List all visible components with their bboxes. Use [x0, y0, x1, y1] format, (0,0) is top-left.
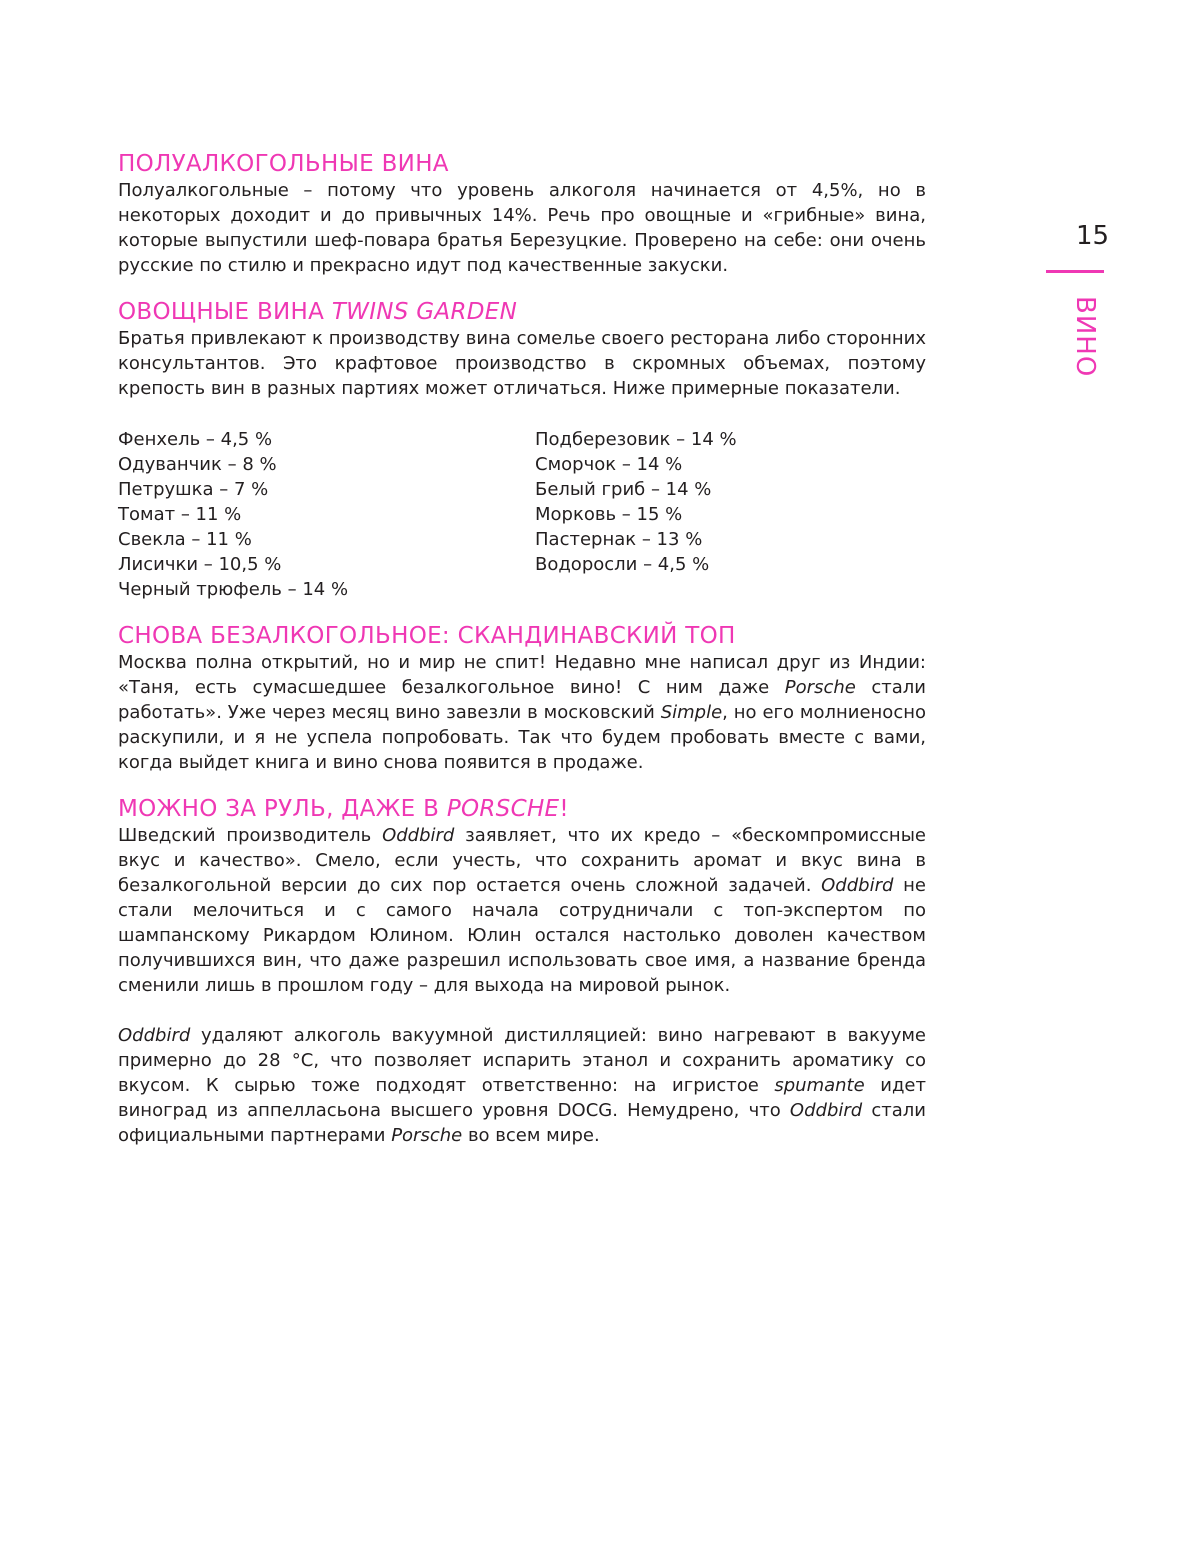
list-item: Белый гриб – 14 % — [535, 479, 712, 500]
italic-run: Porsche — [391, 1125, 463, 1146]
heading-text: МОЖНО ЗА РУЛЬ, ДАЖЕ В — [118, 796, 447, 822]
italic-run: Simple — [660, 702, 723, 723]
text-run: заявляет, что их кредо – «бескомпромиссные вкус и качество». Смело, если учесть, что сохранить аромат и вкус вина в безалкогольной версии до сих пор остается очень сложной задачей. — [118, 825, 926, 896]
heading-text: ! — [559, 796, 569, 822]
italic-run: Oddbird — [789, 1100, 863, 1121]
sidebar-divider — [1046, 270, 1104, 273]
section-paragraph — [118, 1023, 926, 1148]
page-number: 15 — [1076, 221, 1110, 251]
list-item: Фенхель – 4,5 % — [118, 429, 273, 450]
italic-run: Oddbird — [382, 825, 455, 846]
text-run: Москва полна открытий, но и мир не спит! Недавно мне написал друг из Индии: «Таня, есть сумасшедшее безалкогольное вино! С ним даже — [118, 652, 926, 698]
list-item: Черный трюфель – 14 % — [118, 579, 349, 600]
text-run: удаляют алкоголь вакуумной дистилляцией: вино нагревают в вакууме примерно до 28 °С, что позволяет испарить этанол и сохранить ароматику со вкусом. К сырью тоже подходят ответственно: на игристое — [118, 1025, 926, 1096]
section-twins-garden — [118, 298, 926, 602]
section-paragraph: Полуалкогольные – потому что уровень алкоголя начинается от 4,5%, но в некоторых доходит и до привычных 14%. Речь про овощные и «грибные» вина, которые выпустили шеф-повара братья Березуцкие. Проверено на себе: они очень русские по стилю и прекрасно идут под качественные закуски. — [118, 180, 926, 276]
text-run: во всем мире. — [462, 1125, 600, 1146]
list-item: Лисички – 10,5 % — [118, 554, 282, 575]
italic-run: Oddbird — [118, 1025, 191, 1046]
section-heading — [118, 795, 926, 823]
paragraph-gap — [118, 998, 926, 1023]
wine-strength-list — [118, 427, 926, 602]
text-run: стали официальными партнерами — [118, 1100, 927, 1146]
heading-text: ОВОЩНЫЕ ВИНА — [118, 299, 332, 325]
section-heading — [118, 298, 926, 326]
section-paragraph — [118, 650, 926, 775]
list-item: Сморчок – 14 % — [535, 454, 683, 475]
text-run: , но его молниеносно раскупили, и я не успела попробовать. Так что будем пробовать вместе с вами, когда выйдет книга и вино снова появится в продаже. — [118, 702, 926, 773]
italic-run: spumante — [774, 1075, 865, 1096]
wine-list-right — [535, 427, 737, 602]
list-item: Водоросли – 4,5 % — [535, 554, 710, 575]
wine-list-left — [118, 427, 535, 602]
list-item: Морковь – 15 % — [535, 504, 683, 525]
italic-run: Oddbird — [821, 875, 894, 896]
section-porsche — [118, 795, 926, 1148]
list-item: Томат – 11 % — [118, 504, 242, 525]
page-content — [118, 150, 926, 1148]
text-run: идет виноград из аппелласьона высшего уровня DOCG. Немудрено, что — [118, 1075, 926, 1121]
heading-italic: TWINS GARDEN — [331, 299, 518, 325]
list-item: Подберезовик – 14 % — [535, 429, 737, 450]
list-item: Петрушка – 7 % — [118, 479, 269, 500]
list-item: Пастернак – 13 % — [535, 529, 703, 550]
list-item: Одуванчик – 8 % — [118, 454, 277, 475]
section-scandinavian-top — [118, 622, 926, 775]
section-semi-alcoholic — [118, 150, 926, 278]
section-paragraph: Братья привлекают к производству вина сомелье своего ресторана либо сторонних консультантов. Это крафтовое производство в скромных объемах, поэтому крепость вин в разных партиях может отличаться. Ниже примерные показатели. — [118, 328, 926, 399]
section-paragraph — [118, 823, 926, 998]
chapter-label: ВИНО — [1070, 296, 1100, 378]
text-run: стали работать». Уже через месяц вино завезли в московский — [118, 677, 926, 723]
text-run: не стали мелочиться и с самого начала сотрудничали с топ-экспертом по шампанскому Рикардом Юлином. Юлин остался настолько доволен качеством получившихся вин, что даже разрешил использовать свое имя, а название бренда сменили лишь в прошлом году – для выхода на мировой рынок. — [118, 875, 926, 996]
section-heading: ПОЛУАЛКОГОЛЬНЫЕ ВИНА — [118, 151, 449, 177]
italic-run: Porsche — [784, 677, 856, 698]
list-item: Свекла – 11 % — [118, 529, 252, 550]
heading-italic: PORSCHE — [446, 796, 560, 822]
section-heading: СНОВА БЕЗАЛКОГОЛЬНОЕ: СКАНДИНАВСКИЙ ТОП — [118, 623, 736, 649]
text-run: Шведский производитель — [118, 825, 383, 846]
